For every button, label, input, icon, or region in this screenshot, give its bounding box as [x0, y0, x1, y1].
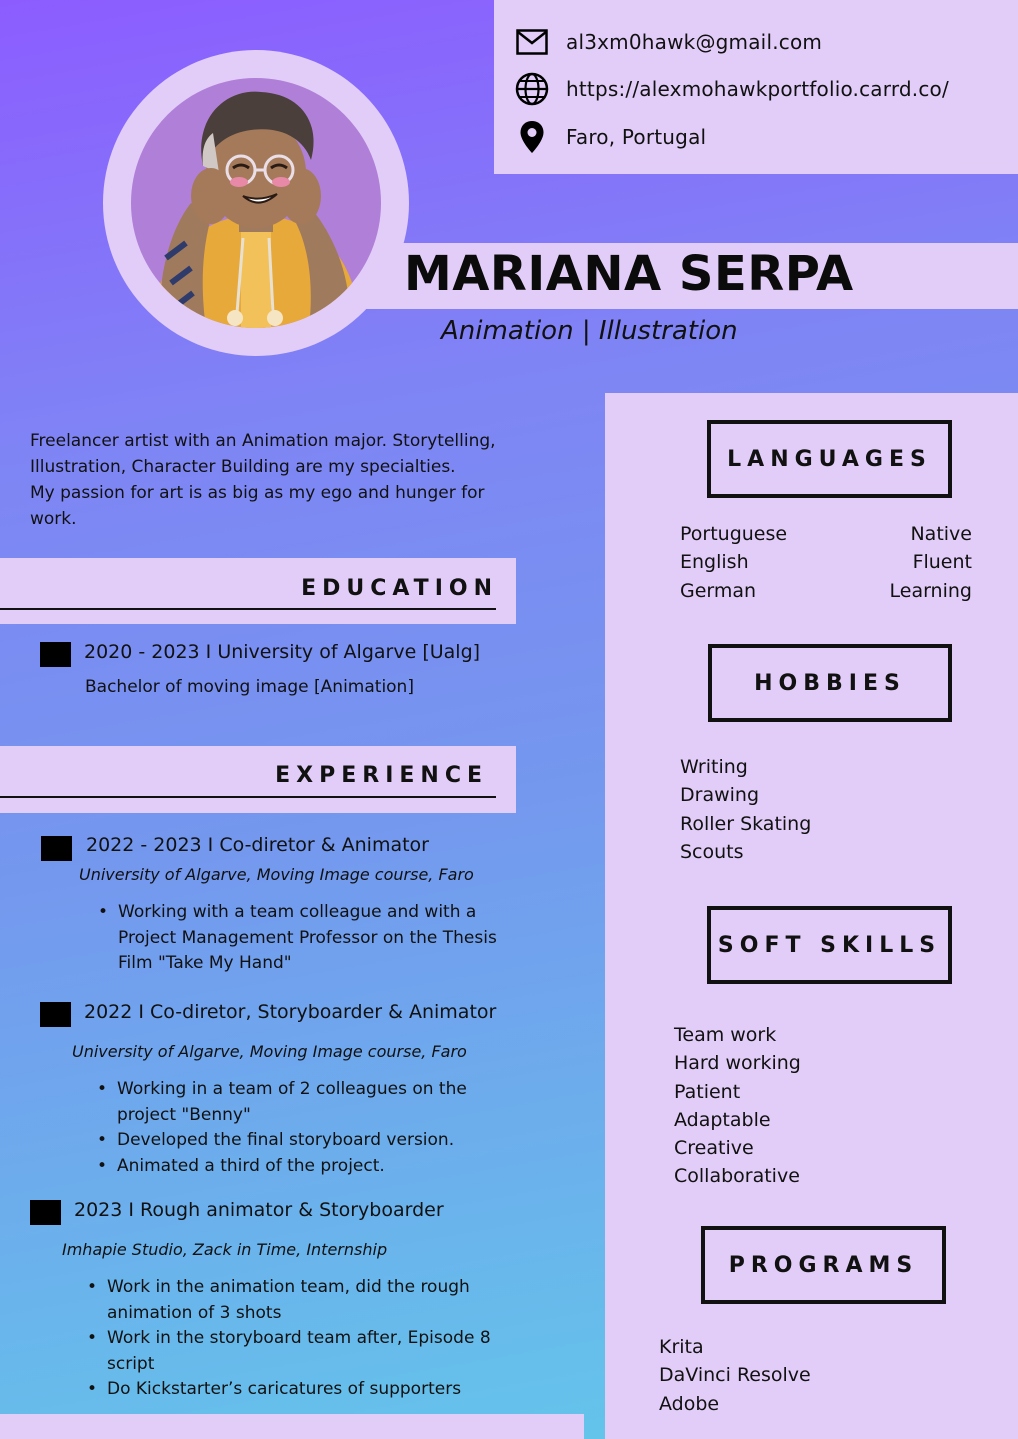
- entry-marker: [30, 1200, 61, 1225]
- bullet-item: • Work in the storyboard team after, Episode 8: [107, 1326, 491, 1352]
- job-title: Animation | Illustration: [441, 316, 738, 346]
- hobbies-heading: HOBBIES: [708, 644, 952, 722]
- bullet-item: • Developed the final storyboard version.: [117, 1128, 467, 1154]
- soft-skill-item: Hard working: [674, 1052, 801, 1075]
- summary-line: Illustration, Character Building are my specialties.: [30, 457, 456, 477]
- experience-entry-subtitle: Imhapie Studio, Zack in Time, Internship: [62, 1240, 388, 1259]
- globe-icon: [515, 72, 549, 106]
- experience-entry-subtitle: University of Algarve, Moving Image course, Faro: [79, 865, 474, 884]
- bullet-item: • Working with a team colleague and with a: [118, 900, 497, 926]
- bullet-continuation: Project Management Professor on the Thesis: [118, 927, 497, 948]
- language-level: Native: [910, 523, 972, 545]
- soft-skill-item: Adaptable: [674, 1108, 771, 1131]
- website-link[interactable]: https://alexmohawkportfolio.carrd.co/: [566, 77, 949, 101]
- soft-skill-item: Team work: [674, 1024, 777, 1046]
- programs-list: [659, 1333, 811, 1418]
- bullet-continuation: project "Benny": [117, 1104, 251, 1125]
- bottom-strip: [0, 1414, 584, 1439]
- experience-divider: [0, 796, 496, 798]
- experience-entry-title: 2022 - 2023 I Co-diretor & Animator: [86, 834, 429, 856]
- experience-entry-subtitle: University of Algarve, Moving Image course, Faro: [72, 1042, 467, 1061]
- program-item: Krita: [659, 1336, 704, 1358]
- summary: [30, 428, 570, 532]
- soft-skills-list: [674, 1021, 801, 1191]
- hobby-item: Roller Skating: [680, 812, 812, 835]
- entry-marker: [41, 836, 72, 861]
- experience-heading: EXPERIENCE: [275, 763, 488, 788]
- email-link[interactable]: al3xm0hawk@gmail.com: [566, 30, 823, 54]
- soft-skill-item: Creative: [674, 1137, 754, 1160]
- language-name: English: [680, 551, 749, 574]
- bullet-item: • Working in a team of 2 colleagues on the: [117, 1077, 467, 1103]
- language-level: Learning: [889, 579, 972, 602]
- contact-email-row: [515, 25, 822, 59]
- language-row: [680, 520, 972, 548]
- bullet-item: • Do Kickstarter’s caricatures of supporters: [107, 1377, 491, 1403]
- languages-heading: LANGUAGES: [707, 420, 952, 498]
- entry-marker: [40, 642, 71, 667]
- soft-skills-heading: SOFT SKILLS: [707, 906, 952, 984]
- program-item: DaVinci Resolve: [659, 1364, 811, 1387]
- contact-location-row: [515, 120, 706, 154]
- program-item: Adobe: [659, 1392, 720, 1415]
- summary-line: work.: [30, 509, 77, 529]
- avatar-illustration: [131, 78, 381, 328]
- experience-entry-bullets: [118, 900, 497, 977]
- hobby-item: Drawing: [680, 784, 760, 807]
- location-text: Faro, Portugal: [566, 125, 707, 149]
- experience-entry-bullets: [107, 1275, 491, 1403]
- bullet-item: • Animated a third of the project.: [117, 1154, 467, 1180]
- language-name: German: [680, 579, 757, 602]
- bullet-continuation: Film "Take My Hand": [118, 953, 292, 973]
- soft-skill-item: Collaborative: [674, 1165, 800, 1188]
- person-name: MARIANA SERPA: [404, 246, 854, 302]
- bullet-item: • Work in the animation team, did the rough: [107, 1275, 491, 1301]
- soft-skill-item: Patient: [674, 1080, 741, 1103]
- education-divider: [0, 608, 496, 610]
- language-level: Fluent: [912, 551, 972, 574]
- bullet-continuation: script: [107, 1353, 155, 1374]
- language-row: [680, 548, 972, 576]
- hobbies-list: [680, 753, 811, 866]
- languages-list: [680, 520, 972, 605]
- summary-line: Freelancer artist with an Animation major. Storytelling,: [30, 431, 496, 451]
- education-section-header: [0, 558, 516, 624]
- contact-website-row: [515, 72, 949, 106]
- bullet-continuation: animation of 3 shots: [107, 1302, 282, 1323]
- entry-marker: [40, 1002, 71, 1027]
- envelope-icon: [515, 25, 549, 59]
- experience-entry-title: 2022 I Co-diretor, Storyboarder & Animator: [84, 1001, 497, 1023]
- map-pin-icon: [515, 120, 549, 154]
- hobby-item: Scouts: [680, 840, 744, 863]
- education-entry-subtitle: Bachelor of moving image [Animation]: [85, 677, 414, 697]
- language-row: [680, 577, 972, 605]
- education-entry-title: 2020 - 2023 I University of Algarve [Ualg]: [84, 641, 481, 663]
- education-heading: EDUCATION: [301, 576, 498, 601]
- programs-heading: PROGRAMS: [701, 1226, 946, 1304]
- summary-line: My passion for art is as big as my ego and hunger for: [30, 483, 485, 503]
- language-name: Portuguese: [680, 523, 788, 545]
- avatar: [131, 78, 381, 328]
- experience-entry-title: 2023 I Rough animator & Storyboarder: [74, 1199, 444, 1221]
- experience-entry-bullets: [117, 1077, 467, 1179]
- hobby-item: Writing: [680, 756, 748, 778]
- experience-section-header: [0, 746, 516, 813]
